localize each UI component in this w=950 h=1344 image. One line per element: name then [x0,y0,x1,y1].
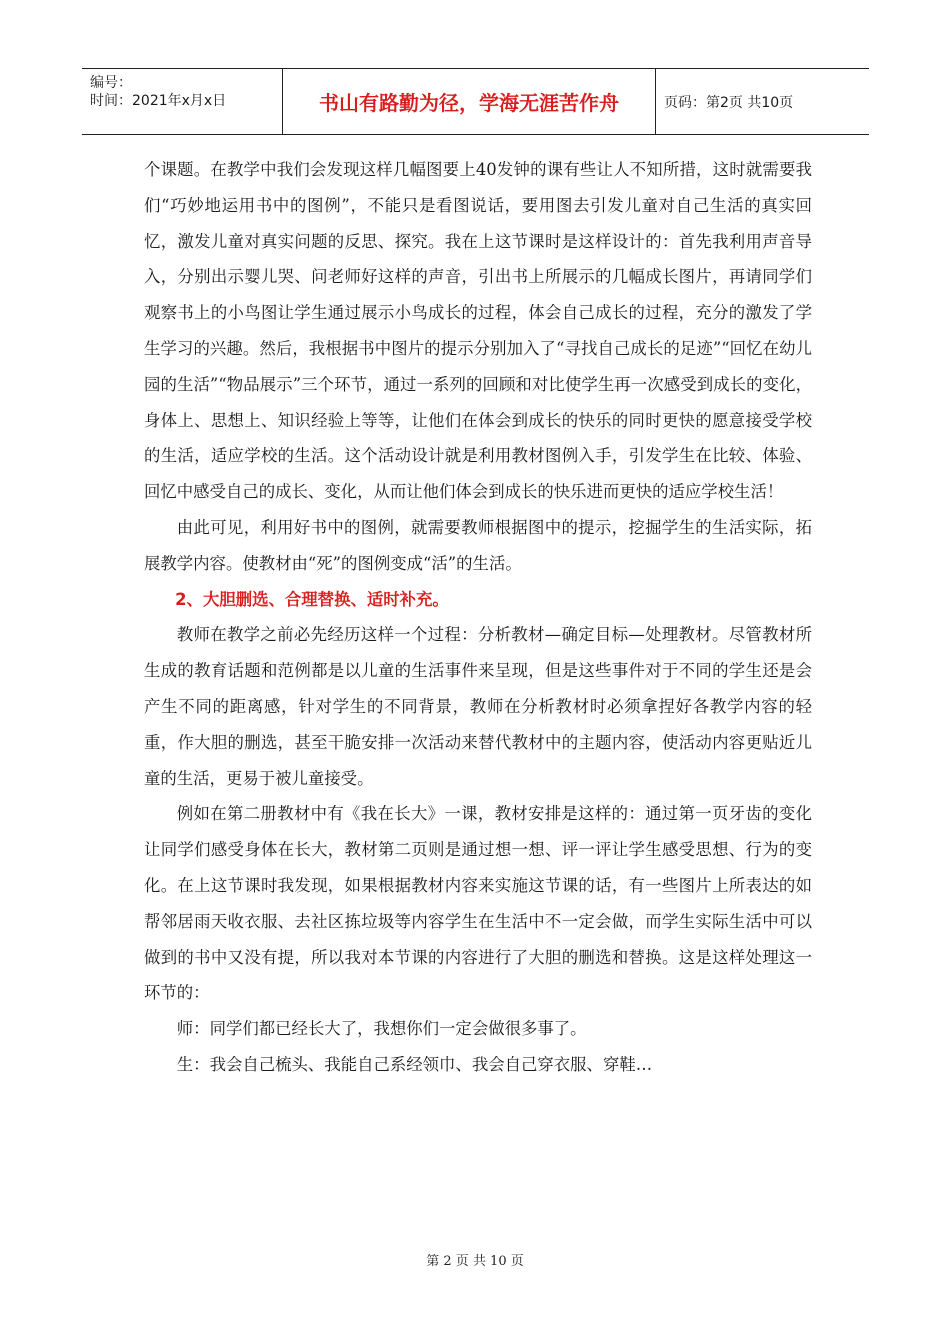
paragraph: 由此可见，利用好书中的图例，就需要教师根据图中的提示，挖掘学生的生活实际，拓展教学内容。使教材由“死”的图例变成“活”的生活。 [144,517,812,573]
paragraph-continued: 个课题。在教学中我们会发现这样几幅图要上40发钟的课有些让人不知所措，这时就需要我们“巧妙地运用书中的图例”，不能只是看图说话，要用图去引发儿童对自己生活的真实回忆，激发儿童对真实问题的反思、探究。我在上这节课时是这样设计的：首先我利用声音导入，分别出示婴儿哭、问老师好这样的声音，引出书上所展示的几幅成长图片，再请同学们观察书上的小鸟图让学生通过展示小鸟成长的过程，体会自己成长的过程，充分的激发了学生学习的兴趣。然后，我根据书中图片的提示分别加入了“寻找自己成长的足迹”“回忆在幼儿园的生活”“物品展示”三个环节，通过一系列的回顾和对比使学生再一次感受到成长的变化，身体上、思想上、知识经验上等等，让他们在体会到成长的快乐的同时更快的愿意接受学校的生活，适应学校的生活。这个活动设计就是利用教材图例入手，引发学生在比较、体验、回忆中感受自己的成长、变化，从而让他们体会到成长的快乐进而更快的适应学校生活！ [144,160,812,502]
document-body [144,152,812,1083]
header-meta [82,69,283,134]
dialogue-line: 师：同学们都已经长大了，我想你们一定会做很多事了。 [176,1019,587,1039]
paragraph: 例如在第二册教材中有《我在长大》一课，教材安排是这样的：通过第一页牙齿的变化让同学们感受身体在长大，教材第二页则是通过想一想、评一评让学生感受思想、行为的变化。在上这节课时我发现，如果根据教材内容来实施这节课的话，有一些图片上所表达的如帮邻居雨天收衣服、去社区拣垃圾等内容学生在生活中不一定会做，而学生实际生活中可以做到的书中又没有提，所以我对本节课的内容进行了大胆的删选和替换。这是这样处理这一环节的： [144,804,812,1003]
dialogue-line: 生：我会自己梳头、我能自己系经领巾、我会自己穿衣服、穿鞋… [176,1054,653,1074]
page-footer: 第 2 页 共 10 页 [426,1254,524,1269]
page-header [82,68,869,135]
code-label: 编号： [90,75,132,91]
section-heading: 2、大胆删选、合理替换、适时补充。 [175,589,449,609]
header-motto: 书山有路勤为径，学海无涯苦作舟 [283,69,656,134]
date-label: 时间：2021年x月x日 [90,93,227,109]
header-page-info: 页码：第2页 共10页 [664,94,794,111]
paragraph: 教师在教学之前必先经历这样一个过程：分析教材—确定目标—处理教材。尽管教材所生成的教育话题和范例都是以儿童的生活事件来呈现，但是这些事件对于不同的学生还是会产生不同的距离感，针对学生的不同背景，教师在分析教材时必须拿捏好各教学内容的轻重，作大胆的删选，甚至干脆安排一次活动来替代教材中的主题内容，使活动内容更贴近儿童的生活，更易于被儿童接受。 [144,625,812,788]
